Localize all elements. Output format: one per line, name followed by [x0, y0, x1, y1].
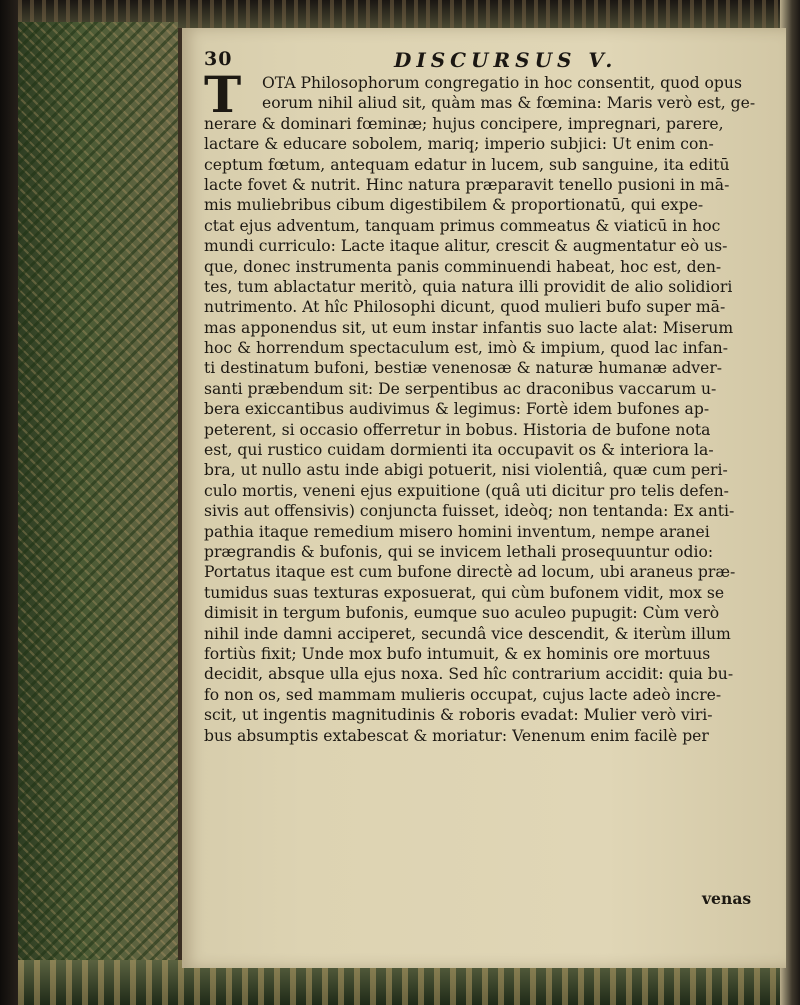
- text-line: est, qui rustico cuidam dormienti ita occupavit os & interiora la-: [204, 441, 714, 460]
- body-text: [204, 65, 764, 746]
- text-line: Portatus itaque est cum bufone directè ad locum, ubi araneus præ-: [204, 563, 736, 582]
- running-head: DISCURSUS V.: [394, 48, 618, 72]
- text-line: nutrimento. At hîc Philosophi dicunt, quod mulieri bufo super mā-: [204, 298, 726, 317]
- drop-initial: T: [204, 65, 242, 124]
- text-line: bera exiccantibus audivimus & legimus: Fortè idem bufones ap-: [204, 400, 710, 419]
- text-line: mas apponendus sit, ut eum instar infantis suo lacte alat: Miserum: [204, 318, 734, 337]
- text-line: peterent, si occasio offerretur in bobus. Historia de bufone nota: [204, 420, 711, 439]
- text-line: pathia itaque remedium misero homini inventum, nempe aranei: [204, 522, 710, 541]
- text-line: lactare & educare sobolem, mariq; imperio subjici: Ut enim con-: [204, 135, 714, 154]
- book-page: [182, 28, 786, 968]
- text-line: culo mortis, veneni ejus expuitione (quâ uti dicitur pro telis defen-: [204, 481, 729, 500]
- text-line: scit, ut ingentis magnitudinis & roboris evadat: Mulier verò viri-: [204, 706, 713, 725]
- text-line: hoc & horrendum spectaculum est, imò & impium, quod lac infan-: [204, 339, 728, 358]
- text-line: sivis aut offensivis) conjuncta fuisset, ideòq; non tentanda: Ex anti-: [204, 502, 735, 521]
- text-line: OTA Philosophorum congregatio in hoc consentit, quod opus: [262, 74, 742, 92]
- text-line: decidit, absque ulla ejus noxa. Sed hîc contrarium accidit: quia bu-: [204, 665, 734, 684]
- text-line: mis muliebribus cibum digestibilem & proportionatū, qui expe-: [204, 196, 704, 215]
- text-line: lacte fovet & nutrit. Hinc natura præparavit tenello pusioni in mā-: [204, 175, 730, 194]
- facing-page-ornamental-border: [18, 22, 178, 980]
- text-line: fortiùs fixit; Unde mox bufo intumuit, & ex hominis ore mortuus: [204, 644, 711, 663]
- text-line: ti destinatum bufoni, bestiæ venenosæ & naturæ humanæ adver-: [204, 359, 723, 378]
- text-line: que, donec instrumenta panis comminuendi habeat, hoc est, den-: [204, 257, 722, 276]
- text-line: dimisit in tergum bufonis, eumque suo aculeo pupugit: Cùm verò: [204, 604, 720, 623]
- text-line: fo non os, sed mammam mulieris occupat, cujus lacte adeò incre-: [204, 685, 722, 704]
- text-line: tes, tum ablactatur meritò, quia natura illi providit de alio solidiori: [204, 277, 733, 296]
- catchword: venas: [702, 889, 752, 908]
- text-line: prægrandis & bufonis, qui se invicem lethali prosequuntur odio:: [204, 542, 714, 561]
- text-line: tumidus suas texturas exposuerat, qui cùm bufonem vidit, mox se: [204, 583, 725, 602]
- page-number: 30: [204, 48, 233, 70]
- text-line: nihil inde damni acciperet, secundâ vice descendit, & iterùm illum: [204, 624, 731, 643]
- text-line: ceptum fœtum, antequam edatur in lucem, sub sanguine, ita editū: [204, 155, 730, 174]
- text-line: nerare & dominari fœminæ; hujus concipere, impregnari, parere,: [204, 114, 724, 133]
- text-line: bus absumptis extabescat & moriatur: Venenum enim facilè per: [204, 726, 709, 745]
- text-line: bra, ut nullo astu inde abigi potuerit, nisi violentiâ, quæ cum peri-: [204, 461, 728, 480]
- text-line: eorum nihil aliud sit, quàm mas & fœmina: Maris verò est, ge-: [262, 94, 756, 113]
- page-header: [204, 42, 764, 76]
- scanner-edge: [0, 0, 18, 1005]
- text-line: ctat ejus adventum, tanquam primus commeatus & viaticū in hoc: [204, 216, 721, 235]
- text-line: mundi curriculo: Lacte itaque alitur, crescit & augmentatur eò us-: [204, 237, 728, 256]
- text-line: santi præbendum sit: De serpentibus ac draconibus vaccarum u-: [204, 379, 717, 398]
